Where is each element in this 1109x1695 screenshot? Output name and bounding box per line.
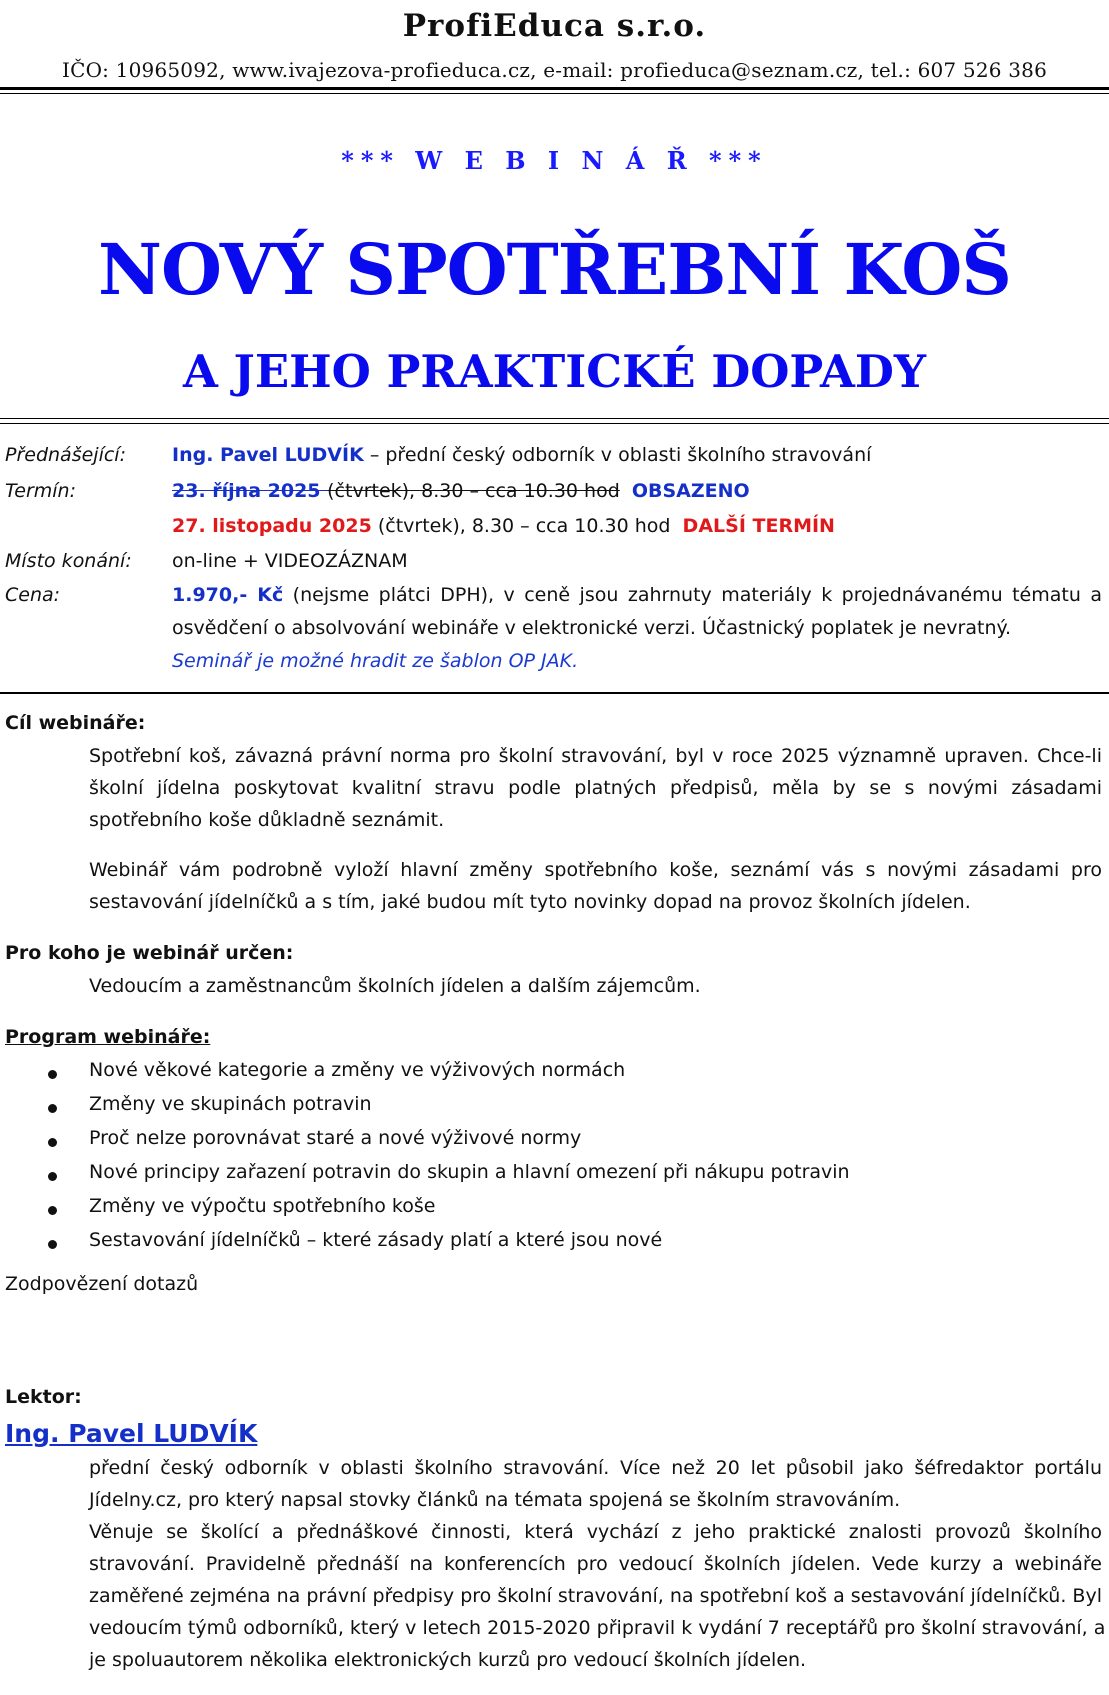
price-amount: 1.970,- Kč bbox=[172, 584, 284, 606]
date1-time: (čtvrtek), 8.30 – cca 10.30 hod bbox=[327, 480, 620, 502]
lecturer-desc: – přední český odborník v oblasti školního stravování bbox=[363, 444, 872, 466]
lecturer-name-link[interactable]: Ing. Pavel LUDVÍK bbox=[5, 1419, 258, 1448]
bullet-dot bbox=[48, 1172, 57, 1181]
program-item: Sestavování jídelníčků – které zásady platí a které jsou nové bbox=[89, 1229, 663, 1251]
date2-time: (čtvrtek), 8.30 – cca 10.30 hod bbox=[371, 515, 671, 537]
date-label: Termín: bbox=[5, 480, 76, 502]
audience-heading: Pro koho je webinář určen: bbox=[5, 942, 294, 964]
goal-p1-line3: spotřebního koše důkladně seznámit. bbox=[89, 809, 445, 831]
date2-date: 27. listopadu 2025 bbox=[172, 515, 372, 537]
qa-text: Zodpovězení dotazů bbox=[5, 1273, 199, 1295]
lecturer-bio-line: Věnuje se školící a přednáškové činnosti, která vychází z jeho praktické znalosti provozů školního bbox=[89, 1521, 1102, 1543]
lecturer-heading: Lektor: bbox=[5, 1386, 82, 1408]
program-heading: Program webináře: bbox=[5, 1026, 211, 1048]
banner-divider-2 bbox=[0, 423, 1109, 424]
place-value: on-line + VIDEOZÁZNAM bbox=[172, 550, 408, 572]
price-line-1 bbox=[172, 584, 1102, 606]
goal-heading: Cíl webináře: bbox=[5, 712, 146, 734]
lecturer-bio-line: zaměřené zejména na právní předpisy pro školní stravování, na spotřební koš a sestavování jídelníčků. Byl bbox=[89, 1585, 1102, 1607]
lecturer-bio-line: Jídelny.cz, pro který napsal stovky článků na témata spojená se školním stravováním. bbox=[89, 1489, 901, 1511]
lecturer-name: Ing. Pavel LUDVÍK bbox=[172, 444, 364, 466]
banner-divider bbox=[0, 418, 1109, 419]
page-title: NOVÝ SPOTŘEBNÍ KOŠ bbox=[98, 228, 1011, 311]
price-label: Cena: bbox=[5, 584, 61, 606]
goal-p1-line1: Spotřební koš, závazná právní norma pro školní stravování, byl v roce 2025 významně upraven. Chce-li bbox=[89, 745, 1102, 767]
program-item: Nové věkové kategorie a změny ve výživových normách bbox=[89, 1059, 626, 1081]
date2-row bbox=[172, 515, 835, 537]
date1-date: 23. října 2025 bbox=[172, 480, 328, 502]
program-item: Změny ve výpočtu spotřebního koše bbox=[89, 1195, 436, 1217]
date1-row bbox=[172, 480, 750, 502]
date2-status: DALŠÍ TERMÍN bbox=[682, 515, 835, 537]
bullet-dot bbox=[48, 1240, 57, 1249]
goal-p2-line1: Webinář vám podrobně vyloží hlavní změny spotřebního koše, seznámí vás s novými zásadami pro bbox=[89, 859, 1102, 881]
bullet-dot bbox=[48, 1138, 57, 1147]
goal-p2-line2: sestavování jídelníčků a s tím, jaké budou mít tyto novinky dopad na provoz školních jídelen. bbox=[89, 891, 971, 913]
lecturer-bio-line: je spoluautorem několika elektronických kurzů pro vedoucí školních jídelen. bbox=[89, 1649, 807, 1671]
webinar-label: *** W E B I N Á Ř *** bbox=[341, 146, 768, 175]
info-divider bbox=[0, 692, 1109, 694]
lecturer-label: Přednášející: bbox=[5, 444, 126, 466]
date1-status: OBSAZENO bbox=[631, 480, 750, 502]
place-label: Místo konání: bbox=[5, 550, 132, 572]
audience-text: Vedoucím a zaměstnancům školních jídelen a dalším zájemcům. bbox=[89, 975, 701, 997]
header-divider bbox=[0, 87, 1109, 90]
contact-line: IČO: 10965092, www.ivajezova-profieduca.cz, e-mail: profieduca@seznam.cz, tel.: 607 526 386 bbox=[61, 58, 1048, 82]
price-desc: (nejsme plátci DPH), v ceně jsou zahrnuty materiály k projednávanému tématu a bbox=[283, 584, 1102, 606]
lecturer-bio-line: stravování. Pravidelně přednáší na konferencích pro vedoucí školních jídelen. Vede kurzy a webináře bbox=[89, 1553, 1102, 1575]
lecturer-bio-line: přední český odborník v oblasti školního stravování. Více než 20 let působil jako šéfredaktor portálu bbox=[89, 1457, 1102, 1479]
bullet-dot bbox=[48, 1206, 57, 1215]
price-note: Seminář je možné hradit ze šablon OP JAK. bbox=[172, 650, 579, 672]
bullet-dot bbox=[48, 1104, 57, 1113]
bullet-dot bbox=[48, 1070, 57, 1079]
program-item: Nové principy zařazení potravin do skupin a hlavní omezení při nákupu potravin bbox=[89, 1161, 850, 1183]
company-name: ProfiEduca s.r.o. bbox=[402, 8, 707, 44]
program-item: Změny ve skupinách potravin bbox=[89, 1093, 372, 1115]
page-subtitle: A JEHO PRAKTICKÉ DOPADY bbox=[182, 345, 927, 398]
lecturer-bio-line: vedoucím týmů odborníků, který v letech 2015-2020 připravil k vydání 7 receptářů pro školní stravování, a bbox=[89, 1617, 1106, 1639]
program-item: Proč nelze porovnávat staré a nové výživové normy bbox=[89, 1127, 582, 1149]
lecturer-row bbox=[172, 444, 871, 466]
price-line-2: osvědčení o absolvování webináře v elektronické verzi. Účastnický poplatek je nevratný. bbox=[172, 617, 1012, 639]
header-divider-thin bbox=[0, 93, 1109, 94]
goal-p1-line2: školní jídelna poskytovat kvalitní stravu podle platných předpisů, měla by se s novými zásadami bbox=[89, 777, 1102, 799]
